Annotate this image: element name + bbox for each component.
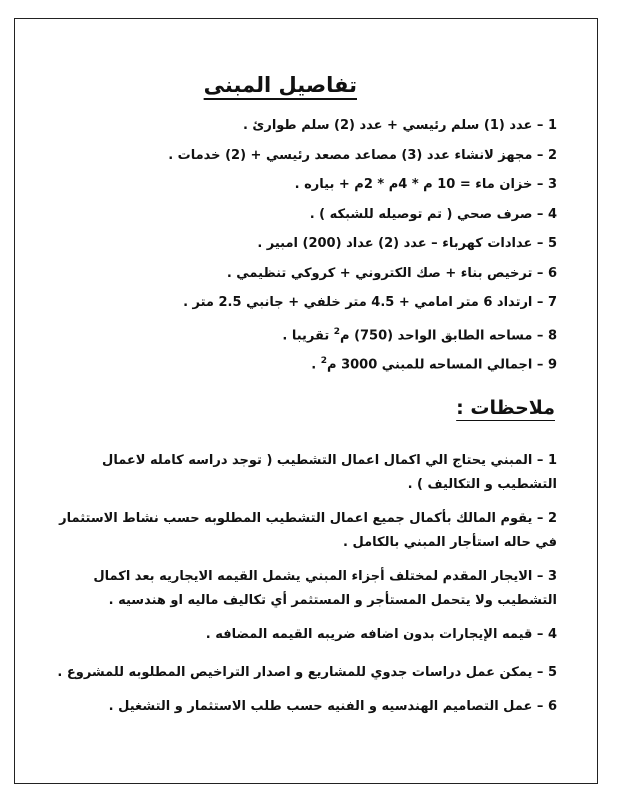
list-item: 5 – عدادات كهرباء – عدد (2) عداد (200) امبير . bbox=[257, 236, 557, 251]
notes-list bbox=[57, 449, 557, 733]
list-item: 7 – ارتداد 6 متر امامي + 4.5 متر خلفي + جانبي 2.5 متر . bbox=[183, 295, 557, 310]
note-item: 5 – يمكن عمل دراسات جدوي للمشاريع و اصدار التراخيص المطلوبه للمشروع . bbox=[57, 665, 557, 680]
note-item: 4 – قيمه الإيجارات بدون اضافه ضريبه القيمه المضافه . bbox=[205, 627, 557, 642]
note-item: 3 – الايجار المقدم لمختلف أجزاء المبني يشمل القيمه الايجاريه بعد اكمال التشطيب ولا يتحمل المستأجر و المستثمر أي تكاليف ماليه او هندسيه . bbox=[93, 569, 557, 608]
list-item: 9 – اجمالي المساحه للمبني 3000 م$^2$ . bbox=[311, 356, 557, 373]
list-item: 6 – ترخيص بناء + صك الكتروني + كروكي تنظيمي . bbox=[226, 265, 557, 281]
list-item: 8 – مساحه الطابق الواحد (750) م$^2$ تقريبا . bbox=[282, 326, 557, 343]
note-item: 1 – المبني يحتاج الي اكمال اعمال التشطيب ( توجد دراسه كامله لاعمال التشطيب و التكاليف ) . bbox=[102, 453, 557, 492]
notes-heading: ملاحظات : bbox=[456, 397, 555, 419]
note-item: 2 – يقوم المالك بأكمال جميع اعمال التشطيب المطلوبه حسب نشاط الاستثمار في حاله استأجار المبني بالكامل . bbox=[59, 511, 557, 550]
list-item: 3 – خزان ماء = 10 م * 4م * 2م + بياره . bbox=[294, 177, 557, 192]
building-details-list bbox=[47, 111, 557, 377]
list-item: 2 – مجهز لانشاء عدد (3) مصاعد مصعد رئيسي + (2) خدمات . bbox=[168, 147, 557, 163]
list-item: 4 – صرف صحي ( تم توصيله للشبكه ) . bbox=[309, 206, 557, 222]
list-item: 1 – عدد (1) سلم رئيسي + عدد (2) سلم طوارئ . bbox=[242, 118, 557, 133]
page-title: تفاصيل المبنى bbox=[203, 73, 357, 97]
document-page bbox=[14, 18, 598, 784]
note-item: 6 – عمل التصاميم الهندسيه و الفنيه حسب طلب الاستثمار و التشغيل . bbox=[108, 699, 557, 714]
